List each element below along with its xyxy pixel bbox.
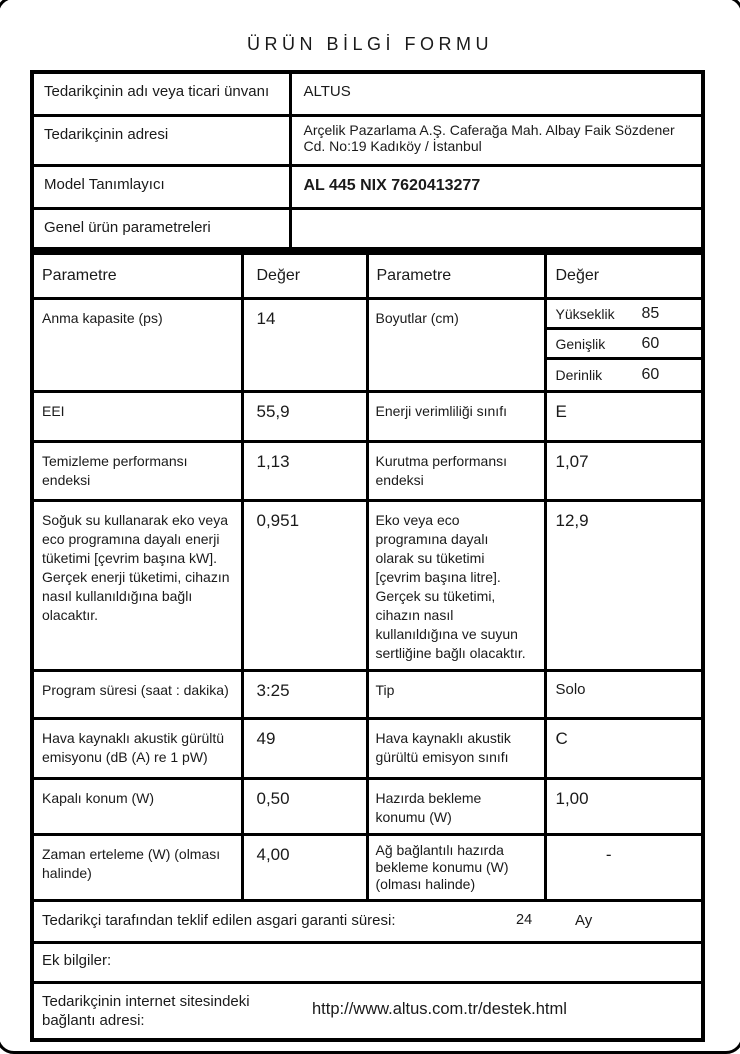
energy-class-value: E <box>545 392 703 442</box>
water-consumption-value: 12,9 <box>545 501 703 671</box>
noise-class-value: C <box>545 719 703 779</box>
standby-mode-label: Hazırda bekleme konumu (W) <box>367 779 545 835</box>
networked-standby-label: Ağ bağlantılı hazırda bekleme konumu (W) (olması halinde) <box>367 835 545 901</box>
depth-label: Derinlik <box>555 367 603 383</box>
extra-info-row <box>32 943 703 983</box>
general-parameters-value <box>290 208 703 249</box>
dim-row-height <box>547 300 702 330</box>
noise-class-label: Hava kaynaklı akustik gürültü emisyon sınıfı <box>367 719 545 779</box>
website-url-link[interactable]: http://www.altus.com.tr/destek.html <box>312 1000 567 1018</box>
param-row-cleaning <box>32 442 703 501</box>
water-consumption-label: Eko veya eco programına dayalı olarak su tüketimi [çevrim başına litre]. Gerçek su tüketimi, cihazın nasıl kullanıldığına ve suyun sertliğine bağlı olacaktır. <box>367 501 545 671</box>
general-parameters-label: Genel ürün parametreleri <box>32 208 290 249</box>
height-value: 85 <box>641 304 660 322</box>
table-row <box>32 115 703 165</box>
parameters-table <box>30 251 705 1042</box>
energy-class-label: Enerji verimliliği sınıfı <box>367 392 545 442</box>
model-identifier-label: Model Tanımlayıcı <box>32 165 290 208</box>
header-row <box>32 253 703 299</box>
dim-row-width <box>547 330 702 360</box>
eei-label: EEI <box>32 392 242 442</box>
extra-info-label: Ek bilgiler: <box>32 943 703 983</box>
dimensions-subtable <box>545 299 703 392</box>
cleaning-index-value: 1,13 <box>242 442 367 501</box>
delay-start-label: Zaman erteleme (W) (olması halinde) <box>32 835 242 901</box>
capacity-value: 14 <box>242 299 367 392</box>
column-header-value-2: Değer <box>545 253 703 299</box>
capacity-label: Anma kapasite (ps) <box>32 299 242 392</box>
column-header-parameter-1: Parametre <box>32 253 242 299</box>
warranty-row <box>32 901 703 943</box>
column-header-parameter-2: Parametre <box>367 253 545 299</box>
program-duration-label: Program süresi (saat : dakika) <box>32 671 242 719</box>
off-mode-label: Kapalı konum (W) <box>32 779 242 835</box>
supplier-name-label: Tedarikçinin adı veya ticari ünvanı <box>32 72 290 115</box>
warranty-cell <box>32 901 703 943</box>
column-header-value-1: Değer <box>242 253 367 299</box>
table-row <box>32 208 703 249</box>
standby-mode-value: 1,00 <box>545 779 703 835</box>
supplier-address-value: Arçelik Pazarlama A.Ş. Caferağa Mah. Albay Faik Sözdener Cd. No:19 Kadıköy / İstanbul <box>290 115 703 165</box>
off-mode-value: 0,50 <box>242 779 367 835</box>
product-info-form <box>30 70 701 1042</box>
warranty-label: Tedarikçi tarafından teklif edilen asgari garanti süresi: <box>42 912 396 929</box>
dimensions-label: Boyutlar (cm) <box>367 299 545 392</box>
param-row-off-mode <box>32 779 703 835</box>
supplier-name-value: ALTUS <box>290 72 703 115</box>
dim-row-depth <box>547 360 702 390</box>
table-row <box>32 165 703 208</box>
website-row <box>32 983 703 1041</box>
depth-value: 60 <box>641 366 660 383</box>
networked-standby-value: - <box>545 835 703 901</box>
drying-index-label: Kurutma performansı endeksi <box>367 442 545 501</box>
type-label: Tip <box>367 671 545 719</box>
delay-start-value: 4,00 <box>242 835 367 901</box>
energy-consumption-value: 0,951 <box>242 501 367 671</box>
warranty-unit: Ay <box>575 912 593 929</box>
program-duration-value: 3:25 <box>242 671 367 719</box>
height-label: Yükseklik <box>555 305 615 322</box>
cleaning-index-label: Temizleme performansı endeksi <box>32 442 242 501</box>
noise-emission-value: 49 <box>242 719 367 779</box>
param-row-consumption <box>32 501 703 671</box>
param-row-eei <box>32 392 703 442</box>
width-label: Genişlik <box>555 335 606 352</box>
param-row-delay <box>32 835 703 901</box>
drying-index-value: 1,07 <box>545 442 703 501</box>
type-value: Solo <box>545 671 703 719</box>
energy-consumption-label: Soğuk su kullanarak eko veya eco programına dayalı enerji tüketimi [çevrim başına kW]. Gerçek enerji tüketimi, cihazın nasıl kullanıldığına bağlı olacaktır. <box>32 501 242 671</box>
supplier-info-table <box>30 70 705 251</box>
website-cell <box>32 983 703 1041</box>
param-row-duration <box>32 671 703 719</box>
noise-emission-label: Hava kaynaklı akustik gürültü emisyonu (dB (A) re 1 pW) <box>32 719 242 779</box>
page-title: ÜRÜN BİLGİ FORMU <box>246 34 493 54</box>
website-label: Tedarikçinin internet sitesindeki bağlantı adresi: <box>42 993 250 1029</box>
model-identifier-value: AL 445 NIX 7620413277 <box>290 165 703 208</box>
param-row-capacity <box>32 299 703 392</box>
warranty-value: 24 <box>516 912 533 928</box>
param-row-noise <box>32 719 703 779</box>
supplier-address-label: Tedarikçinin adresi <box>32 115 290 165</box>
table-row <box>32 72 703 115</box>
eei-value: 55,9 <box>242 392 367 442</box>
width-value: 60 <box>641 334 660 352</box>
